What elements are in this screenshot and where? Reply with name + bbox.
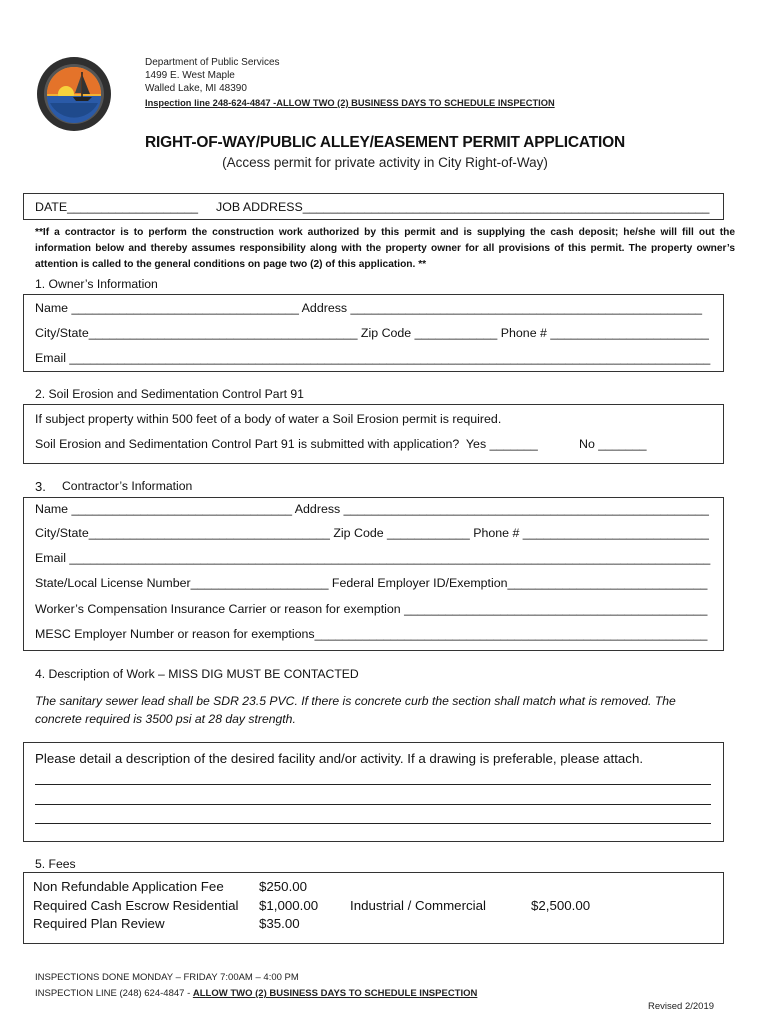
soil-no-field[interactable]: No _______ xyxy=(579,437,647,451)
fee-label-industrial: Industrial / Commercial xyxy=(350,898,486,913)
department-address-line2: Walled Lake, MI 48390 xyxy=(145,83,247,94)
sewer-spec-note-line2: concrete required is 3500 psi at 28 day strength. xyxy=(35,712,296,726)
department-name: Department of Public Services xyxy=(145,57,280,68)
soil-requirement-text: If subject property within 500 feet of a body of water a Soil Erosion permit is required. xyxy=(35,412,502,426)
sewer-spec-note-line1: The sanitary sewer lead shall be SDR 23.5 PVC. If there is concrete curb the section shall match what is removed. The xyxy=(35,694,676,708)
contractor-email-field[interactable]: Email _____________________________________________________________________________________________ xyxy=(35,551,711,565)
description-line-1[interactable] xyxy=(35,784,711,785)
inspection-line-prefix: INSPECTION LINE (248) 624-4847 - xyxy=(35,988,193,999)
owner-city-zip-phone-field[interactable]: City/State_______________________________________ Zip Code ____________ Phone # _______________________ xyxy=(35,326,709,340)
work-section-heading: 4. Description of Work – MISS DIG MUST BE CONTACTED xyxy=(35,667,359,681)
fee-amount-industrial: $2,500.00 xyxy=(531,898,591,913)
contractor-section-number: 3. xyxy=(35,479,46,494)
fee-label-application: Non Refundable Application Fee xyxy=(33,879,224,894)
fee-amount-plan-review: $35.00 xyxy=(259,916,300,931)
soil-yes-field[interactable]: Soil Erosion and Sedimentation Control Part 91 is submitted with application? Yes _______ xyxy=(35,437,538,451)
owner-section-heading: 1. Owner’s Information xyxy=(35,277,158,291)
inspection-hours: INSPECTIONS DONE MONDAY – FRIDAY 7:00AM – 4:00 PM xyxy=(35,972,299,983)
form-subtitle: (Access permit for private activity in City Right-of-Way) xyxy=(222,155,548,170)
soil-section-heading: 2. Soil Erosion and Sedimentation Control Part 91 xyxy=(35,387,304,401)
department-address-line1: 1499 E. West Maple xyxy=(145,70,235,81)
fees-section-heading: 5. Fees xyxy=(35,857,76,871)
inspection-line-allow: ALLOW TWO (2) BUSINESS DAYS TO SCHEDULE INSPECTION xyxy=(192,988,478,999)
workers-comp-field[interactable]: Worker’s Compensation Insurance Carrier or reason for exemption ____________________________________________ xyxy=(35,602,708,616)
form-title: RIGHT-OF-WAY/PUBLIC ALLEY/EASEMENT PERMIT APPLICATION xyxy=(145,134,625,151)
contractor-name-address-field[interactable]: Name ________________________________ Address _____________________________________________________ xyxy=(35,502,709,516)
fee-label-plan-review: Required Plan Review xyxy=(33,916,165,931)
revision-date: Revised 2/2019 xyxy=(648,1001,715,1012)
fee-label-escrow-residential: Required Cash Escrow Residential xyxy=(33,898,239,913)
city-seal-logo xyxy=(36,56,112,132)
date-field[interactable]: DATE___________________ xyxy=(35,200,199,214)
inspection-line-note: Inspection line 248-624-4847 -ALLOW TWO (2) BUSINESS DAYS TO SCHEDULE INSPECTION xyxy=(145,98,555,108)
job-address-field[interactable]: JOB ADDRESS___________________________________________________________ xyxy=(216,200,710,214)
description-line-3[interactable] xyxy=(35,823,711,824)
owner-email-field[interactable]: Email _____________________________________________________________________________________________ xyxy=(35,351,711,365)
inspection-line-footer xyxy=(35,988,477,999)
contractor-city-zip-phone-field[interactable]: City/State___________________________________ Zip Code ____________ Phone # ___________________________ xyxy=(35,526,709,540)
fee-amount-escrow-residential: $1,000.00 xyxy=(259,898,319,913)
work-description-prompt: Please detail a description of the desired facility and/or activity. If a drawing is preferable, please attach. xyxy=(35,751,644,766)
contractor-section-heading: Contractor’s Information xyxy=(62,479,193,493)
fee-amount-application: $250.00 xyxy=(259,879,308,894)
description-line-2[interactable] xyxy=(35,804,711,805)
owner-name-address-field[interactable]: Name _________________________________ Address ___________________________________________________ xyxy=(35,301,703,315)
mesc-employer-field[interactable]: MESC Employer Number or reason for exemptions_________________________________________________________ xyxy=(35,627,708,641)
license-employer-id-field[interactable]: State/Local License Number____________________ Federal Employer ID/Exemption_____________________________ xyxy=(35,576,708,590)
contractor-notice: **If a contractor is to perform the construction work authorized by this permit and is supplying the cash deposit; he/she will fill out the information below and thereby assumes responsibility along with the property owner for all provisions of this permit. The property owner’s attention is called to the general conditions on page two (2) of this application. ** xyxy=(35,227,735,270)
